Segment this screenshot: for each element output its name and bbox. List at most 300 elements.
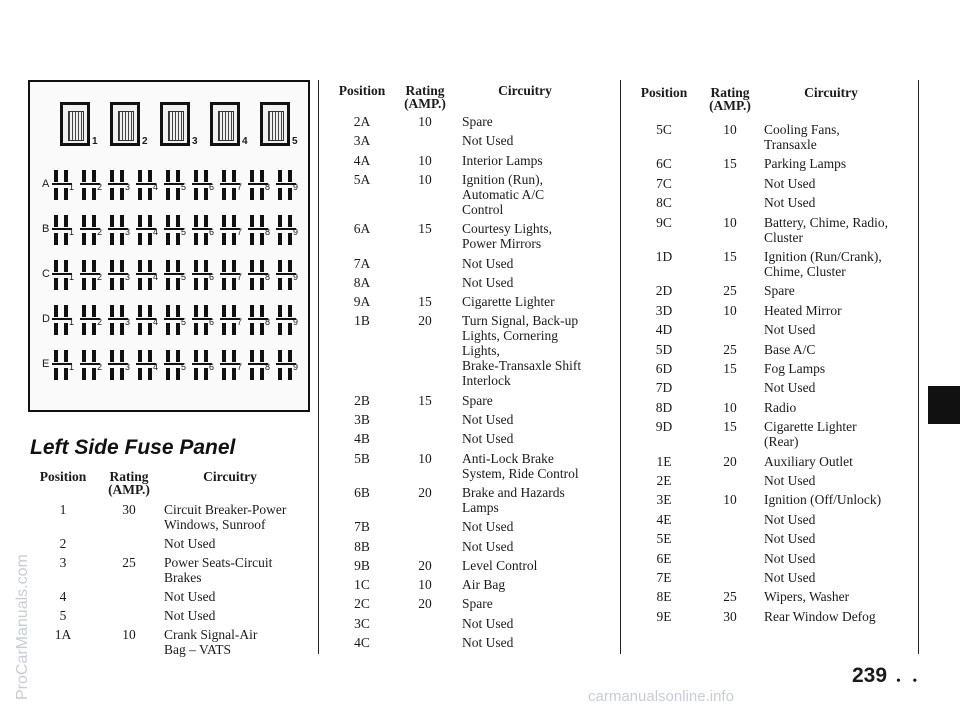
- fuse-position: 1D: [655, 249, 673, 264]
- fuse-row-letter: B: [42, 223, 50, 235]
- fuse-rating: 10: [723, 399, 737, 415]
- table-row: [330, 412, 620, 427]
- circuitry-line: Not Used: [764, 531, 816, 547]
- fuse-circuitry: [462, 558, 612, 573]
- circuitry-line: Brake-Transaxle Shift: [462, 358, 582, 374]
- fuse-position: 2D: [655, 283, 673, 299]
- fuse-slot: [108, 170, 130, 200]
- fuse-contact: [166, 188, 170, 200]
- fuse-contact: [260, 233, 264, 245]
- fuse-circuitry: [164, 589, 324, 604]
- fuse-contact: [288, 233, 292, 245]
- circuitry-line: Automatic A/C: [462, 186, 545, 202]
- header-rating-unit: (AMP.): [404, 96, 446, 111]
- fuse-circuitry: [164, 627, 324, 657]
- circuitry-line: Not Used: [462, 538, 514, 554]
- table-row: [330, 577, 620, 592]
- fuse-contact: [176, 323, 180, 335]
- circuitry-line: Not Used: [462, 255, 514, 271]
- circuitry-line: Crank Signal-Air: [164, 627, 258, 642]
- table-row: [330, 558, 620, 573]
- fuse-contact: [250, 368, 254, 380]
- fuse-rating: 10: [418, 450, 432, 466]
- fuse-contact: [166, 368, 170, 380]
- circuitry-line: Ignition (Off/Unlock): [764, 492, 882, 508]
- fuse-contact: [194, 278, 198, 290]
- circuitry-line: (Rear): [764, 434, 799, 450]
- table-row: [330, 172, 620, 217]
- fuse-number: 7: [237, 227, 243, 237]
- fuse-circuitry: [462, 485, 612, 515]
- fuse-slot: [276, 215, 298, 245]
- circuitry-line: Heated Mirror: [764, 302, 842, 318]
- fuse-slot: [52, 260, 74, 290]
- fuse-rating: 20: [418, 596, 432, 612]
- fuse-slot: [248, 215, 270, 245]
- fuse-contact: [166, 350, 170, 362]
- circuitry-line: Fog Lamps: [764, 361, 826, 376]
- header-rating-unit: (AMP.): [108, 482, 150, 497]
- table-row: [32, 502, 322, 532]
- fuse-circuitry: [764, 512, 914, 527]
- fuse-circuitry: [462, 412, 612, 427]
- fuse-circuitry: [764, 322, 914, 337]
- fuse-contact: [232, 215, 236, 227]
- fuse-position: 6E: [656, 550, 672, 566]
- fuse-contact: [138, 323, 142, 335]
- fuse-rating: 10: [723, 492, 737, 508]
- fuse-number: 4: [153, 317, 159, 327]
- fuse-number: 2: [97, 182, 103, 192]
- fuse-number: 7: [237, 272, 243, 282]
- circuitry-line: Interior Lamps: [462, 152, 543, 168]
- fuse-slot: [248, 170, 270, 200]
- fuse-contact: [138, 368, 142, 380]
- fuse-row-letter: C: [42, 268, 50, 280]
- circuitry-line: Brake and Hazards: [462, 484, 565, 500]
- fuse-slot: [164, 260, 186, 290]
- fuse-contact: [232, 260, 236, 272]
- fuse-slot: [164, 215, 186, 245]
- fuse-slot: [276, 170, 298, 200]
- fuse-circuitry: [462, 519, 612, 534]
- fuse-circuitry: [462, 431, 612, 446]
- fuse-position: 1: [59, 502, 67, 517]
- fuse-contact: [260, 278, 264, 290]
- fuse-contact: [222, 323, 226, 335]
- relay-block: [160, 102, 190, 146]
- fuse-slot: [80, 305, 102, 335]
- fuse-contact: [148, 368, 152, 380]
- fuse-circuitry: [164, 536, 324, 551]
- fuse-slot: [192, 350, 214, 380]
- fuse-circuitry: [764, 609, 914, 624]
- circuitry-line: Cluster: [764, 229, 803, 245]
- relay-row: [40, 102, 302, 158]
- fuse-contact: [278, 215, 282, 227]
- table-row: [330, 451, 620, 481]
- fuse-circuitry: [462, 221, 612, 251]
- circuitry-line: Ignition (Run),: [462, 171, 543, 187]
- fuse-rating: 25: [723, 283, 737, 299]
- table-row: [32, 589, 322, 604]
- fuse-contact: [64, 260, 68, 272]
- fuse-contact: [278, 368, 282, 380]
- circuitry-line: Not Used: [164, 608, 216, 623]
- table-row: [330, 313, 620, 388]
- fuse-contact: [176, 188, 180, 200]
- fuse-slot: [248, 350, 270, 380]
- panel-title: Left Side Fuse Panel: [30, 436, 236, 459]
- fuse-contact: [64, 170, 68, 182]
- fuse-number: 2: [97, 227, 103, 237]
- table-row: [330, 133, 620, 148]
- fuse-number: 6: [209, 317, 215, 327]
- fuse-contact: [54, 188, 58, 200]
- fuse-contact: [194, 215, 198, 227]
- fuse-contact: [288, 368, 292, 380]
- table-row: [630, 492, 920, 507]
- table-row: [330, 635, 620, 650]
- fuse-slot: [52, 215, 74, 245]
- fuse-number: 2: [97, 317, 103, 327]
- fuse-contact: [194, 305, 198, 317]
- fuse-number: 4: [153, 362, 159, 372]
- fuse-rating: 15: [418, 294, 432, 310]
- fuse-number: 8: [265, 227, 271, 237]
- circuitry-line: Lamps: [462, 499, 499, 515]
- fuse-circuitry: [764, 215, 914, 245]
- fuse-position: 6B: [354, 484, 370, 500]
- table-row: [32, 536, 322, 551]
- fuse-number: 3: [125, 227, 131, 237]
- header-rating: Rating: [710, 85, 750, 100]
- fuse-circuitry: [764, 342, 914, 357]
- fuse-contact: [288, 170, 292, 182]
- fuse-contact: [110, 350, 114, 362]
- fuse-rating: 20: [418, 313, 432, 329]
- fuse-contact: [176, 350, 180, 362]
- fuse-circuitry: [164, 502, 324, 532]
- fuse-contact: [260, 305, 264, 317]
- circuitry-line: Rear Window Defog: [764, 608, 876, 624]
- table-row: [32, 608, 322, 623]
- table-row: [330, 485, 620, 515]
- middle-fuse-table: [330, 84, 620, 654]
- fuse-contact: [278, 233, 282, 245]
- circuitry-line: Spare: [462, 114, 493, 129]
- fuse-contact: [176, 278, 180, 290]
- fuse-contact: [260, 260, 264, 272]
- fuse-contact: [260, 368, 264, 380]
- circuitry-line: Not Used: [764, 473, 816, 488]
- fuse-contact: [194, 323, 198, 335]
- left-fuse-table: [32, 470, 322, 660]
- fuse-circuitry: [164, 555, 324, 585]
- table-row: [630, 303, 920, 318]
- fuse-contact: [260, 215, 264, 227]
- fuse-slot: [220, 170, 242, 200]
- fuse-contact: [250, 323, 254, 335]
- fuse-circuitry: [764, 589, 914, 604]
- fuse-contact: [204, 260, 208, 272]
- fuse-contact: [250, 305, 254, 317]
- fuse-contact: [120, 278, 124, 290]
- header-rating: Rating: [405, 83, 445, 98]
- fuse-contact: [148, 350, 152, 362]
- circuitry-line: Parking Lamps: [764, 156, 847, 172]
- fuse-slot: [108, 305, 130, 335]
- table-row: [330, 616, 620, 631]
- fuse-contact: [194, 233, 198, 245]
- fuse-contact: [232, 323, 236, 335]
- fuse-contact: [110, 233, 114, 245]
- divider-middle: [620, 80, 621, 654]
- fuse-contact: [64, 350, 68, 362]
- fuse-number: 3: [125, 182, 131, 192]
- fuse-contact: [64, 215, 68, 227]
- header-position: Position: [39, 469, 87, 484]
- fuse-contact: [54, 305, 58, 317]
- fuse-slot: [220, 350, 242, 380]
- table-row: [630, 551, 920, 566]
- fuse-panel-diagram: [28, 80, 310, 412]
- fuse-contact: [138, 215, 142, 227]
- fuse-contact: [166, 278, 170, 290]
- fuse-contact: [82, 188, 86, 200]
- fuse-row-letter: A: [42, 178, 50, 190]
- fuse-slot: [80, 170, 102, 200]
- fuse-circuitry: [462, 616, 612, 631]
- fuse-number: 5: [181, 182, 187, 192]
- fuse-contact: [148, 233, 152, 245]
- table-row: [330, 256, 620, 271]
- table-row: [330, 153, 620, 168]
- table-row: [330, 221, 620, 251]
- circuitry-line: Turn Signal, Back-up: [462, 313, 579, 329]
- fuse-circuitry: [764, 380, 914, 395]
- fuse-contact: [288, 278, 292, 290]
- fuse-circuitry: [462, 539, 612, 554]
- fuse-contact: [204, 323, 208, 335]
- table-row: [32, 555, 322, 585]
- fuse-circuitry: [462, 596, 612, 611]
- table-row: [630, 342, 920, 357]
- table-row: [330, 596, 620, 611]
- table-row: [330, 393, 620, 408]
- fuse-contact: [278, 278, 282, 290]
- fuse-contact: [138, 350, 142, 362]
- footer-watermark: carmanualsonline.info: [588, 688, 734, 705]
- fuse-contact: [54, 368, 58, 380]
- circuitry-line: Radio: [764, 399, 797, 415]
- fuse-contact: [250, 350, 254, 362]
- fuse-slot: [136, 350, 158, 380]
- fuse-contact: [250, 233, 254, 245]
- table-row: [630, 249, 920, 279]
- fuse-rating: 10: [723, 122, 737, 137]
- fuse-slot: [164, 305, 186, 335]
- fuse-contact: [222, 368, 226, 380]
- fuse-number: 9: [293, 362, 299, 372]
- fuse-contact: [110, 215, 114, 227]
- fuse-slot: [276, 260, 298, 290]
- divider-left: [318, 80, 319, 654]
- fuse-contact: [110, 170, 114, 182]
- fuse-slot: [52, 350, 74, 380]
- fuse-contact: [278, 305, 282, 317]
- fuse-contact: [82, 215, 86, 227]
- fuse-contact: [82, 233, 86, 245]
- fuse-circuitry: [462, 114, 612, 129]
- fuse-number: 9: [293, 317, 299, 327]
- fuse-circuitry: [764, 122, 914, 152]
- fuse-position: 7B: [354, 519, 370, 535]
- fuse-number: 1: [69, 182, 75, 192]
- circuitry-line: Not Used: [462, 412, 514, 427]
- fuse-circuitry: [462, 451, 612, 481]
- fuse-contact: [64, 305, 68, 317]
- fuse-position: 7C: [656, 175, 672, 191]
- circuitry-line: Not Used: [764, 550, 816, 566]
- fuse-contact: [232, 278, 236, 290]
- page-dots: • •: [896, 674, 922, 689]
- circuitry-line: Cigarette Lighter: [462, 294, 555, 310]
- fuse-contact: [148, 188, 152, 200]
- fuse-slot: [248, 260, 270, 290]
- fuse-contact: [176, 260, 180, 272]
- fuse-contact: [250, 188, 254, 200]
- fuse-circuitry: [462, 577, 612, 592]
- circuitry-line: Cigarette Lighter: [764, 419, 857, 435]
- fuse-contact: [278, 188, 282, 200]
- fuse-contact: [204, 278, 208, 290]
- fuse-contact: [278, 323, 282, 335]
- fuse-contact: [176, 368, 180, 380]
- fuse-contact: [120, 188, 124, 200]
- fuse-contact: [54, 215, 58, 227]
- fuse-contact: [204, 305, 208, 317]
- relay-block: [110, 102, 140, 146]
- fuse-circuitry: [764, 473, 914, 488]
- fuse-rating: 15: [723, 156, 737, 172]
- table-row: [630, 361, 920, 376]
- fuse-contact: [64, 278, 68, 290]
- fuse-circuitry: [764, 361, 914, 376]
- fuse-position: 5B: [354, 450, 370, 466]
- fuse-number: 1: [69, 227, 75, 237]
- fuse-contact: [82, 368, 86, 380]
- fuse-circuitry: [462, 635, 612, 650]
- fuse-number: 4: [153, 182, 159, 192]
- table-row: [630, 473, 920, 488]
- fuse-contact: [232, 170, 236, 182]
- fuse-contact: [232, 368, 236, 380]
- circuitry-line: Not Used: [764, 511, 816, 527]
- fuse-position: 1C: [354, 577, 370, 593]
- fuse-position: 4C: [354, 635, 370, 650]
- fuse-contact: [222, 260, 226, 272]
- fuse-contact: [82, 305, 86, 317]
- fuse-slot: [220, 305, 242, 335]
- table-row: [330, 294, 620, 309]
- fuse-circuitry: [764, 249, 914, 279]
- fuse-contact: [176, 233, 180, 245]
- fuse-contact: [92, 278, 96, 290]
- fuse-number: 7: [237, 317, 243, 327]
- fuse-contact: [194, 188, 198, 200]
- fuse-contact: [222, 350, 226, 362]
- fuse-circuitry: [462, 153, 612, 168]
- fuse-rating: 10: [418, 152, 432, 168]
- fuse-circuitry: [164, 608, 324, 623]
- fuse-position: 7D: [655, 380, 673, 396]
- fuse-slot: [136, 260, 158, 290]
- circuitry-line: Ignition (Run/Crank),: [764, 249, 882, 264]
- fuse-contact: [194, 260, 198, 272]
- fuse-number: 7: [237, 362, 243, 372]
- circuitry-line: Base A/C: [764, 341, 816, 357]
- fuse-number: 9: [293, 182, 299, 192]
- relay-block: [260, 102, 290, 146]
- fuse-slot: [80, 215, 102, 245]
- circuitry-line: Interlock: [462, 373, 511, 389]
- fuse-position: 6A: [353, 221, 371, 237]
- fuse-contact: [278, 350, 282, 362]
- fuse-row-letter: E: [42, 358, 50, 370]
- relay-block: [210, 102, 240, 146]
- right-fuse-table: [630, 86, 920, 646]
- fuse-circuitry: [462, 275, 612, 290]
- fuse-position: 6C: [656, 156, 672, 172]
- fuse-circuitry: [764, 492, 914, 507]
- side-watermark: ProCarManuals.com: [14, 554, 31, 700]
- fuse-contact: [92, 305, 96, 317]
- fuse-contact: [138, 305, 142, 317]
- fuse-position: 4A: [353, 152, 371, 168]
- fuse-position: 8C: [656, 195, 672, 211]
- table-row: [630, 400, 920, 415]
- fuse-contact: [260, 350, 264, 362]
- fuse-slot: [52, 305, 74, 335]
- fuse-number: 5: [181, 227, 187, 237]
- fuse-contact: [120, 170, 124, 182]
- relay-number: 3: [192, 136, 198, 147]
- fuse-contact: [250, 170, 254, 182]
- fuse-position: 4E: [656, 511, 672, 527]
- relay-number: 5: [292, 136, 298, 147]
- fuse-position: 2E: [656, 473, 672, 488]
- fuse-slot: [136, 215, 158, 245]
- fuse-contact: [288, 305, 292, 317]
- circuitry-line: Cooling Fans,: [764, 122, 840, 137]
- circuitry-line: Not Used: [462, 431, 514, 447]
- table-row: [630, 156, 920, 171]
- fuse-contact: [232, 233, 236, 245]
- fuse-contact: [176, 305, 180, 317]
- fuse-contact: [288, 260, 292, 272]
- fuse-number: 1: [69, 362, 75, 372]
- fuse-contact: [260, 170, 264, 182]
- fuse-contact: [288, 350, 292, 362]
- circuitry-line: Power Mirrors: [462, 236, 542, 252]
- fuse-circuitry: [462, 294, 612, 309]
- table-row: [330, 431, 620, 446]
- fuse-position: 7E: [656, 570, 672, 585]
- fuse-slot: [220, 260, 242, 290]
- fuse-position: 8D: [655, 399, 673, 415]
- fuse-contact: [176, 215, 180, 227]
